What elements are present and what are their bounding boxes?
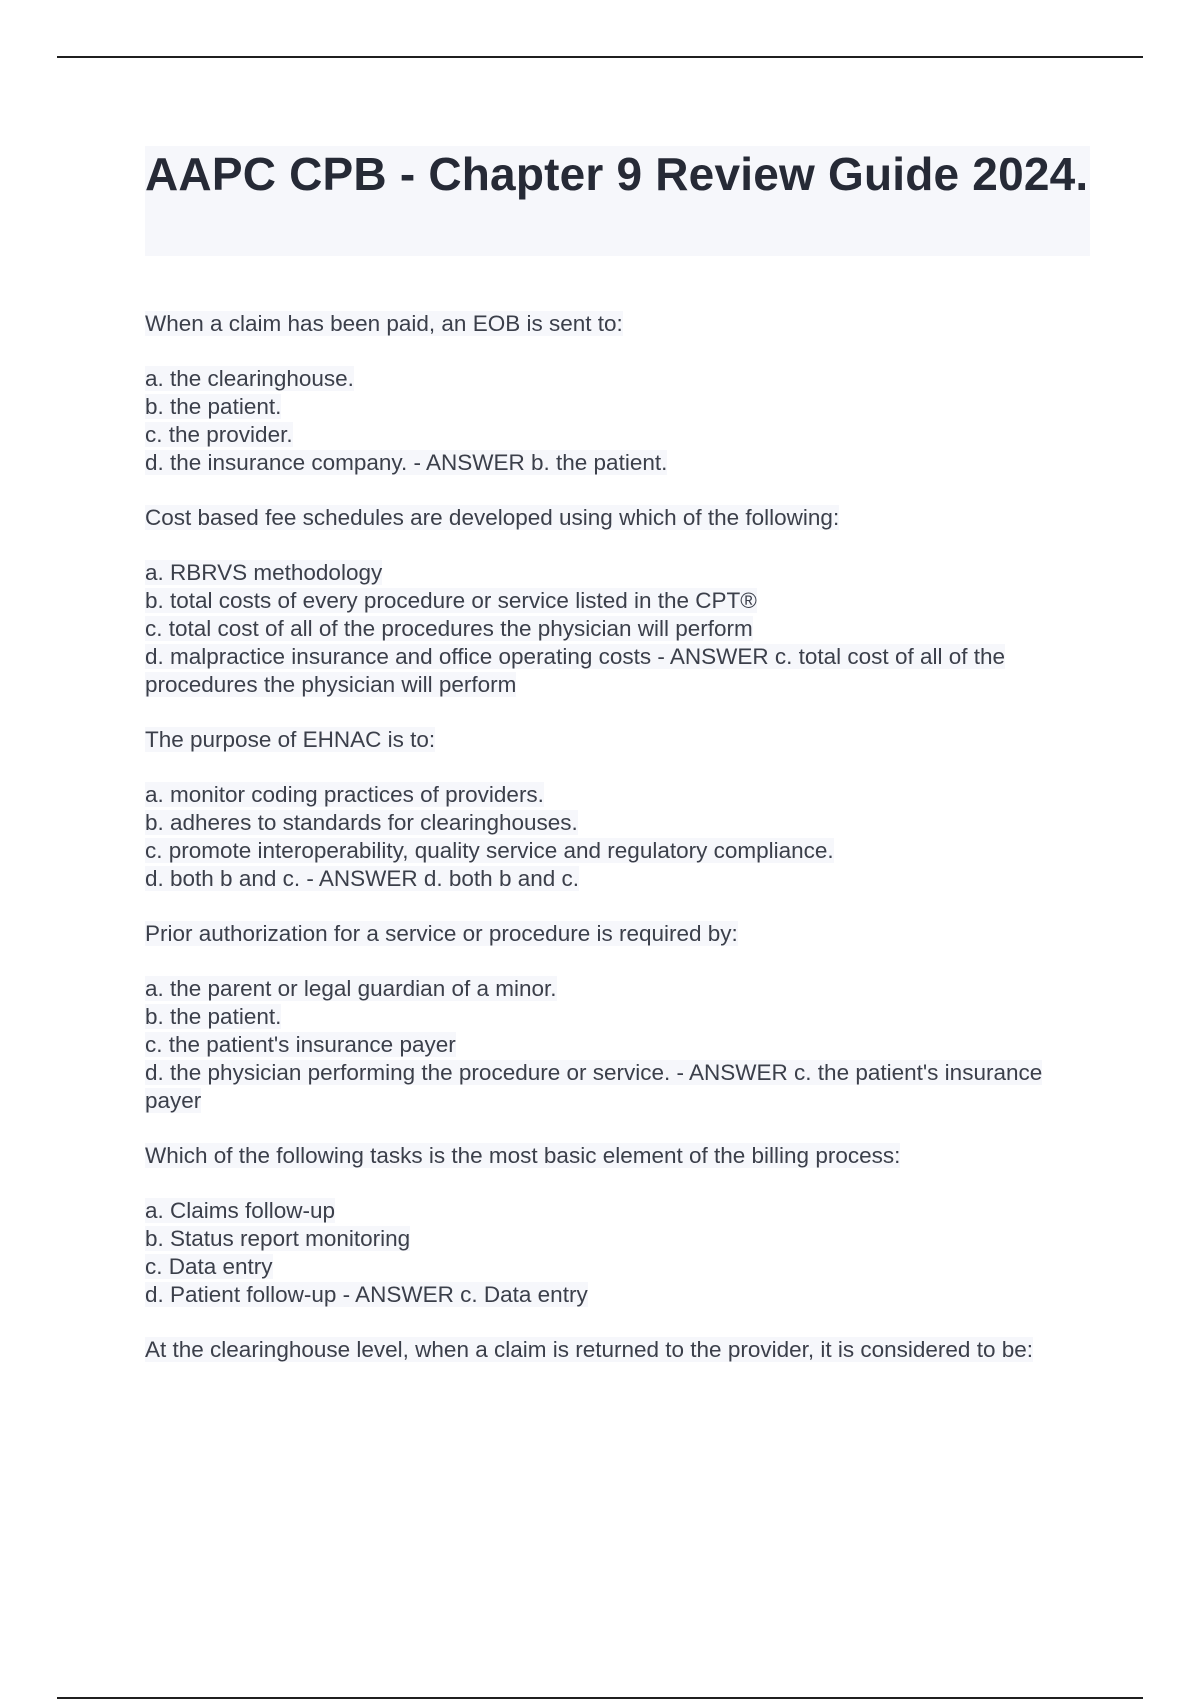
option-list [145,781,1090,893]
answer-text: b. the patient. [531,450,668,475]
question-block [145,1336,1090,1364]
option-item: a. RBRVS methodology [145,560,383,585]
option-item: d. the insurance company. [145,450,408,475]
answer-text: c. the patient's insurance payer [145,1060,1043,1113]
question-text: The purpose of EHNAC is to: [145,727,436,752]
option-item: d. the physician performing the procedure or service. [145,1060,671,1085]
option-item: d. malpractice insurance and office operating costs [145,644,652,669]
question-text: Which of the following tasks is the most basic element of the billing process: [145,1143,901,1168]
question-block [145,504,1090,699]
option-list [145,1197,1090,1309]
question-block [145,920,1090,1115]
answer-label: - ANSWER [336,1282,461,1307]
title-block [145,146,1090,256]
option-list [145,975,1090,1115]
option-item: c. Data entry [145,1254,273,1279]
option-item: d. both b and c. [145,866,301,891]
option-item: c. total cost of all of the procedures the physician will perform [145,616,753,641]
question-block [145,310,1090,477]
answer-text: d. both b and c. [423,866,580,891]
answer-text: c. total cost of all of the procedures the physician will perform [145,644,1006,697]
option-list [145,559,1090,699]
question-text: When a claim has been paid, an EOB is sent to: [145,311,623,336]
question-text: Cost based fee schedules are developed using which of the following: [145,505,840,530]
option-item: c. promote interoperability, quality service and regulatory compliance. [145,838,834,863]
option-item: a. the clearinghouse. [145,366,354,391]
option-item: b. the patient. [145,1004,282,1029]
option-item: d. Patient follow-up [145,1282,337,1307]
answer-label: - ANSWER [651,644,775,669]
option-list [145,365,1090,477]
question-list [145,310,1090,1364]
option-item: b. the patient. [145,394,282,419]
answer-label: - ANSWER [670,1060,795,1085]
document-body [145,146,1090,1391]
question-text: Prior authorization for a service or procedure is required by: [145,921,738,946]
page-title: AAPC CPB - Chapter 9 Review Guide 2024. [145,148,1089,200]
answer-label: - ANSWER [300,866,424,891]
option-item: b. total costs of every procedure or service listed in the CPT® [145,588,757,613]
answer-label: - ANSWER [407,450,531,475]
option-item: a. the parent or legal guardian of a minor. [145,976,557,1001]
answer-text: c. Data entry [460,1282,588,1307]
bottom-rule [57,1697,1143,1699]
option-item: b. Status report monitoring [145,1226,411,1251]
option-item: b. adheres to standards for clearinghouses. [145,810,578,835]
question-block [145,726,1090,893]
option-item: c. the provider. [145,422,293,447]
top-rule [57,56,1143,58]
option-item: c. the patient's insurance payer [145,1032,456,1057]
question-text: At the clearinghouse level, when a claim is returned to the provider, it is considered to be: [145,1337,1033,1362]
option-item: a. Claims follow-up [145,1198,336,1223]
option-item: a. monitor coding practices of providers. [145,782,544,807]
question-block [145,1142,1090,1309]
